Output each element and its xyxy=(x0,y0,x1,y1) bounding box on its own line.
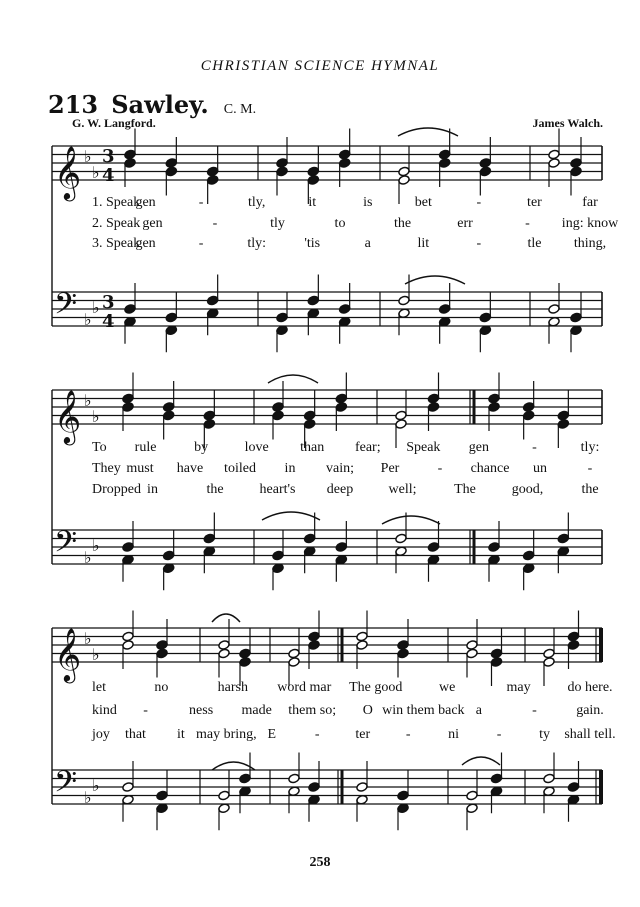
hymn-title: Sawley. xyxy=(111,90,209,119)
lyric-syllable: - xyxy=(532,440,537,455)
lyric-syllable: made xyxy=(241,703,272,718)
treble-note xyxy=(272,410,284,421)
lyric-syllable: do here. xyxy=(567,680,613,695)
treble-clef-icon: 𝄞 xyxy=(54,627,82,681)
lyric-syllable: - xyxy=(532,703,537,718)
treble-note xyxy=(557,419,569,430)
lyric-syllable: tly xyxy=(270,216,285,231)
slur xyxy=(212,762,255,770)
bass-note xyxy=(395,533,407,544)
lyric-syllable: - xyxy=(525,216,530,231)
treble-clef-icon: 𝄞 xyxy=(54,145,82,199)
bass-note xyxy=(397,790,409,801)
page-number: 258 xyxy=(309,855,331,870)
lyric-syllable: to xyxy=(334,216,346,231)
lyric-syllable: no xyxy=(154,680,169,695)
bass-note xyxy=(308,782,320,793)
time-signature: 4 xyxy=(102,311,115,332)
treble-note xyxy=(543,657,555,668)
treble-note xyxy=(276,158,288,169)
lyric-syllable: the xyxy=(581,482,599,497)
treble-note xyxy=(398,166,410,177)
treble-note xyxy=(479,158,491,169)
treble-note xyxy=(206,166,218,177)
bass-note xyxy=(276,312,288,323)
flat-icon: ♭ xyxy=(84,391,92,410)
lyric-syllable: - xyxy=(198,236,204,251)
treble-note xyxy=(438,158,450,169)
lyric-syllable: thing, xyxy=(573,236,607,251)
lyric-syllable: the xyxy=(206,482,224,497)
flat-icon: ♭ xyxy=(84,788,92,807)
hymn-meter: C. M. xyxy=(223,102,257,117)
lyric-syllable: ing: know xyxy=(561,216,619,231)
lyric-syllable: ty xyxy=(539,727,550,742)
treble-note xyxy=(122,393,134,404)
bass-note xyxy=(479,312,491,323)
lyric-syllable: it xyxy=(177,727,185,742)
lyric-syllable: love xyxy=(244,440,269,455)
bass-note xyxy=(438,304,450,315)
lyric-syllable: - xyxy=(405,727,411,742)
lyric-syllable: gen xyxy=(135,236,156,251)
lyric-syllable: Speak xyxy=(406,440,441,455)
lyric-syllable: 2. Speak xyxy=(92,216,141,231)
treble-note xyxy=(543,648,555,659)
bass-clef-icon: 𝄢 xyxy=(54,287,78,329)
lyric-syllable: chance xyxy=(470,461,510,476)
slur xyxy=(405,276,465,284)
lyric-syllable: 1. Speak xyxy=(92,195,141,210)
lyric-syllable: tly: xyxy=(580,440,600,455)
slur xyxy=(462,757,500,765)
flat-icon: ♭ xyxy=(92,163,100,182)
slur xyxy=(262,512,320,520)
bass-clef-icon: 𝄢 xyxy=(54,525,78,567)
composer-credit: G. W. Langford. xyxy=(72,116,156,130)
lyric-syllable: fear; xyxy=(354,440,381,455)
time-signature: 3 xyxy=(102,146,115,167)
lyric-syllable: may bring, xyxy=(196,727,257,742)
lyric-syllable: 3. Speak xyxy=(92,236,141,251)
lyric-syllable: well; xyxy=(388,482,417,497)
treble-note xyxy=(570,158,582,169)
treble-note xyxy=(427,402,439,413)
treble-note xyxy=(303,410,315,421)
treble-note xyxy=(479,166,491,177)
flat-icon: ♭ xyxy=(92,407,100,426)
slur xyxy=(268,375,318,383)
time-signature: 3 xyxy=(102,292,115,313)
treble-note xyxy=(398,175,410,186)
bass-note xyxy=(239,773,251,784)
lyric-syllable: tly: xyxy=(247,236,266,251)
bass-note xyxy=(218,790,230,801)
bass-note xyxy=(272,550,284,561)
treble-note xyxy=(567,631,579,642)
treble-note xyxy=(122,640,134,651)
treble-note xyxy=(488,402,500,413)
lyric-syllable: a xyxy=(364,236,371,251)
treble-note xyxy=(206,175,218,186)
treble-note xyxy=(276,166,288,177)
lyric-syllable: a xyxy=(475,703,482,718)
bass-note xyxy=(124,304,136,315)
flat-icon: ♭ xyxy=(84,629,92,648)
bass-note xyxy=(156,790,168,801)
lyric-syllable: err xyxy=(457,216,473,231)
treble-note xyxy=(548,158,560,169)
hymn-number: 213 xyxy=(48,90,99,119)
treble-note xyxy=(335,393,347,404)
lyric-syllable: word mar xyxy=(277,680,332,695)
treble-note xyxy=(122,402,134,413)
flat-icon: ♭ xyxy=(84,147,92,166)
bass-note xyxy=(548,304,560,315)
slur xyxy=(398,128,458,136)
flat-icon: ♭ xyxy=(84,310,92,329)
lyric-syllable: - xyxy=(212,216,218,231)
lyric-syllable: in xyxy=(284,461,296,476)
treble-note xyxy=(307,175,319,186)
lyric-syllable: far xyxy=(582,195,598,210)
lyric-syllable: - xyxy=(314,727,320,742)
treble-note xyxy=(488,393,500,404)
lyric-syllable: good, xyxy=(511,482,544,497)
treble-note xyxy=(218,640,230,651)
treble-note xyxy=(124,149,136,160)
lyric-syllable: heart's xyxy=(259,482,296,497)
treble-note xyxy=(307,166,319,177)
treble-note xyxy=(156,648,168,659)
flat-icon: ♭ xyxy=(92,536,100,555)
lyric-syllable: gen xyxy=(142,216,163,231)
lyric-syllable: rule xyxy=(134,440,157,455)
treble-note xyxy=(203,419,215,430)
treble-note xyxy=(570,166,582,177)
lyric-syllable: than xyxy=(300,440,325,455)
lyric-syllable: tly, xyxy=(247,195,266,210)
lyric-syllable: - xyxy=(476,195,482,210)
lyric-syllable: gain. xyxy=(576,703,604,718)
bass-note xyxy=(398,295,410,306)
lyric-syllable: by xyxy=(194,440,209,455)
book-title: CHRISTIAN SCIENCE HYMNAL xyxy=(200,58,440,74)
lyric-syllable: kind xyxy=(92,703,117,718)
treble-note xyxy=(162,402,174,413)
treble-note xyxy=(438,149,450,160)
bass-note xyxy=(557,533,569,544)
treble-note xyxy=(288,657,300,668)
treble-note xyxy=(397,648,409,659)
slur xyxy=(382,516,440,524)
lyric-syllable: ness xyxy=(189,703,214,718)
lyric-syllable: ter xyxy=(355,727,371,742)
lyric-syllable: the xyxy=(393,216,412,231)
lyric-syllable: tle xyxy=(527,236,542,251)
flat-icon: ♭ xyxy=(92,298,100,317)
treble-note xyxy=(308,631,320,642)
lyric-syllable: vain; xyxy=(326,461,354,476)
treble-note xyxy=(466,640,478,651)
flat-icon: ♭ xyxy=(92,645,100,664)
flat-icon: ♭ xyxy=(84,548,92,567)
lyric-syllable: gen xyxy=(135,195,156,210)
bass-clef-icon: 𝄢 xyxy=(54,765,78,807)
lyric-syllable: Dropped xyxy=(92,482,141,497)
slur xyxy=(212,614,240,622)
lyric-syllable: - xyxy=(587,461,593,476)
treble-note xyxy=(490,657,502,668)
bass-note xyxy=(203,533,215,544)
treble-note xyxy=(427,393,439,404)
treble-note xyxy=(272,402,284,413)
treble-note xyxy=(557,410,569,421)
lyric-syllable: is xyxy=(363,195,373,210)
bass-note xyxy=(356,782,368,793)
treble-note xyxy=(395,410,407,421)
bass-note xyxy=(122,782,134,793)
lyric-syllable: ter xyxy=(527,195,542,210)
bass-note xyxy=(122,542,134,553)
lyric-syllable: have xyxy=(176,461,204,476)
lyric-syllable: must xyxy=(126,461,154,476)
lyric-syllable: shall tell. xyxy=(564,727,616,742)
treble-note xyxy=(522,402,534,413)
flat-icon: ♭ xyxy=(92,776,100,795)
treble-note xyxy=(124,158,136,169)
lyric-syllable: let xyxy=(92,680,106,695)
lyric-syllable: - xyxy=(437,461,443,476)
treble-note xyxy=(466,648,478,659)
lyric-syllable: lit xyxy=(417,236,430,251)
bass-note xyxy=(427,542,439,553)
bass-note xyxy=(570,312,582,323)
lyric-syllable: O xyxy=(362,703,373,718)
lyric-syllable: un xyxy=(533,461,547,476)
treble-note xyxy=(203,410,215,421)
treble-note xyxy=(162,410,174,421)
lyric-syllable: it xyxy=(308,195,317,210)
bass-note xyxy=(335,542,347,553)
treble-note xyxy=(356,631,368,642)
lyric-syllable: - xyxy=(143,703,148,718)
bass-note xyxy=(165,312,177,323)
lyric-syllable: The xyxy=(454,482,476,497)
bass-note xyxy=(543,773,555,784)
treble-clef-icon: 𝄞 xyxy=(54,389,82,443)
treble-note xyxy=(567,640,579,651)
treble-note xyxy=(356,640,368,651)
treble-note xyxy=(165,158,177,169)
treble-note xyxy=(239,648,251,659)
lyric-syllable: - xyxy=(476,236,482,251)
bass-note xyxy=(567,782,579,793)
lyric-syllable: win them back xyxy=(382,703,465,718)
bass-note xyxy=(488,542,500,553)
lyric-syllable: harsh xyxy=(217,680,249,695)
treble-note xyxy=(548,149,560,160)
treble-note xyxy=(165,166,177,177)
treble-note xyxy=(218,648,230,659)
treble-note xyxy=(338,149,350,160)
treble-note xyxy=(303,419,315,430)
treble-note xyxy=(122,631,134,642)
lyric-syllable: toiled xyxy=(224,461,256,476)
lyric-syllable: - xyxy=(496,727,502,742)
treble-note xyxy=(397,640,409,651)
treble-note xyxy=(395,419,407,430)
lyric-syllable: To xyxy=(92,440,107,455)
treble-note xyxy=(490,648,502,659)
lyric-syllable: They xyxy=(92,461,121,476)
bass-note xyxy=(162,550,174,561)
lyric-syllable: gen xyxy=(468,440,489,455)
treble-note xyxy=(308,640,320,651)
lyric-syllable: ni xyxy=(448,727,460,742)
lyric-syllable: deep xyxy=(326,482,354,497)
time-signature: 4 xyxy=(102,165,115,186)
bass-note xyxy=(490,773,502,784)
bass-note xyxy=(206,295,218,306)
lyric-syllable: Per xyxy=(380,461,400,476)
treble-note xyxy=(338,158,350,169)
treble-note xyxy=(288,648,300,659)
lyric-syllable: bet xyxy=(414,195,432,210)
lyric-syllable: - xyxy=(198,195,204,210)
bass-note xyxy=(307,295,319,306)
lyric-syllable: joy xyxy=(92,727,110,742)
lyric-syllable: may xyxy=(506,680,531,695)
lyric-syllable: that xyxy=(124,727,146,742)
author-credit: James Walch. xyxy=(532,116,603,130)
treble-note xyxy=(156,640,168,651)
treble-note xyxy=(335,402,347,413)
bass-note xyxy=(522,550,534,561)
bass-note xyxy=(288,773,300,784)
treble-note xyxy=(522,410,534,421)
lyric-syllable: E xyxy=(267,727,277,742)
lyric-syllable: 'tis xyxy=(304,236,321,251)
bass-note xyxy=(338,304,350,315)
lyric-syllable: in xyxy=(147,482,158,497)
lyric-syllable: them so; xyxy=(288,703,337,718)
bass-note xyxy=(466,790,478,801)
lyric-syllable: we xyxy=(438,680,456,695)
treble-note xyxy=(239,657,251,668)
bass-note xyxy=(303,533,315,544)
lyric-syllable: The good xyxy=(349,680,403,695)
